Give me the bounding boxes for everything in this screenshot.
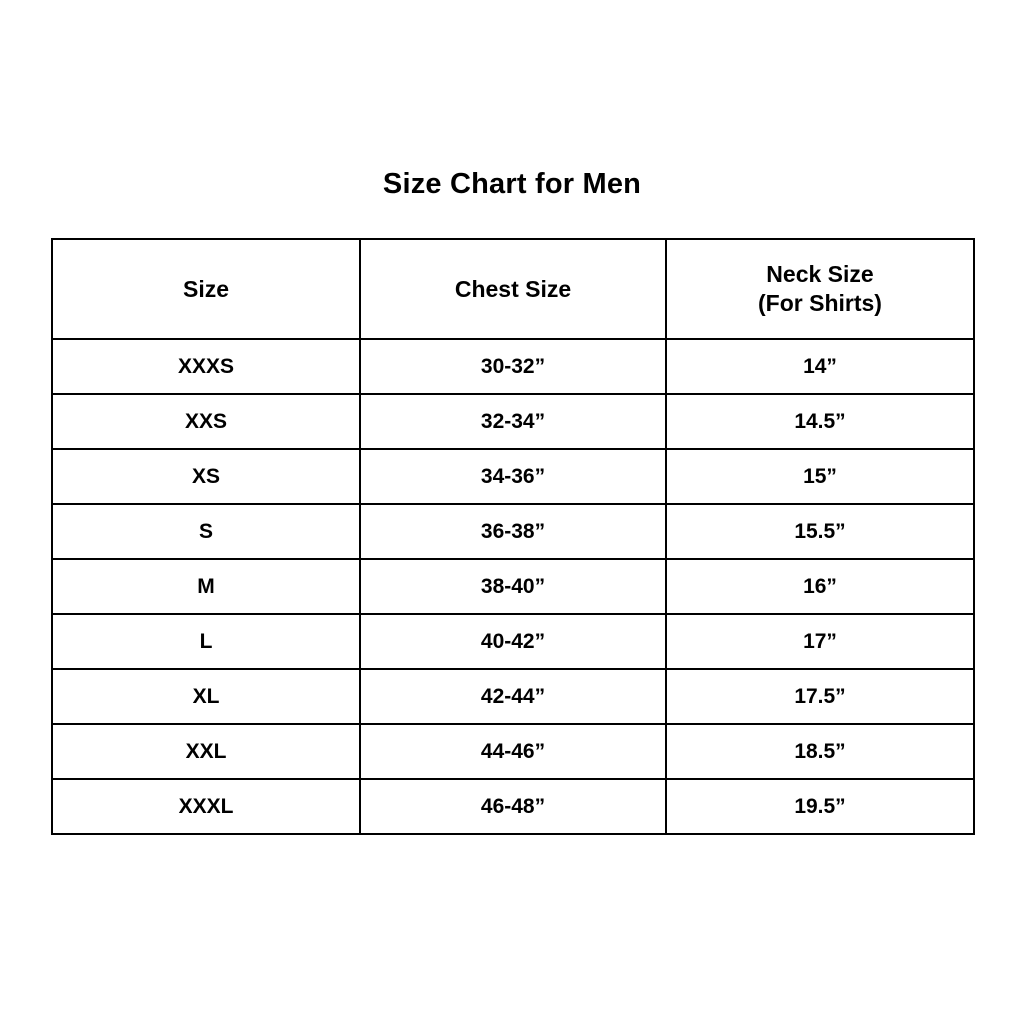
cell-neck: 15.5”: [666, 504, 974, 559]
cell-size: M: [52, 559, 360, 614]
page-title: Size Chart for Men: [382, 168, 642, 200]
cell-chest: 32-34”: [360, 394, 666, 449]
cell-neck: 15”: [666, 449, 974, 504]
column-header-size: [52, 239, 360, 339]
cell-size: XXL: [52, 724, 360, 779]
column-header-neck-size: [666, 239, 974, 339]
table-header-row: [52, 239, 974, 339]
cell-size: S: [52, 504, 360, 559]
cell-neck: 18.5”: [666, 724, 974, 779]
cell-chest: 46-48”: [360, 779, 666, 834]
cell-neck: 16”: [666, 559, 974, 614]
column-header-chest-size-label: Chest Size: [454, 275, 572, 302]
size-chart-table: [51, 238, 975, 835]
table-body: [52, 339, 974, 834]
table-row: [52, 724, 974, 779]
column-header-neck-size-sublabel: (For Shirts): [758, 290, 882, 316]
cell-neck: 17.5”: [666, 669, 974, 724]
column-header-chest-size: [360, 239, 666, 339]
table-row: [52, 559, 974, 614]
column-header-neck-size-label: Neck Size: [766, 261, 874, 288]
cell-size: XS: [52, 449, 360, 504]
cell-neck: 17”: [666, 614, 974, 669]
cell-size: XXXL: [52, 779, 360, 834]
cell-neck: 19.5”: [666, 779, 974, 834]
table-row: [52, 394, 974, 449]
column-header-size-label: Size: [182, 275, 230, 302]
cell-chest: 44-46”: [360, 724, 666, 779]
cell-size: L: [52, 614, 360, 669]
table-header: [52, 239, 974, 339]
cell-chest: 42-44”: [360, 669, 666, 724]
table-row: [52, 614, 974, 669]
table-row: [52, 669, 974, 724]
table-row: [52, 449, 974, 504]
table-row: [52, 779, 974, 834]
cell-chest: 34-36”: [360, 449, 666, 504]
table-row: [52, 339, 974, 394]
cell-chest: 38-40”: [360, 559, 666, 614]
cell-size: XXXS: [52, 339, 360, 394]
cell-chest: 40-42”: [360, 614, 666, 669]
cell-neck: 14”: [666, 339, 974, 394]
cell-neck: 14.5”: [666, 394, 974, 449]
cell-size: XXS: [52, 394, 360, 449]
cell-chest: 36-38”: [360, 504, 666, 559]
cell-size: XL: [52, 669, 360, 724]
cell-chest: 30-32”: [360, 339, 666, 394]
table-row: [52, 504, 974, 559]
